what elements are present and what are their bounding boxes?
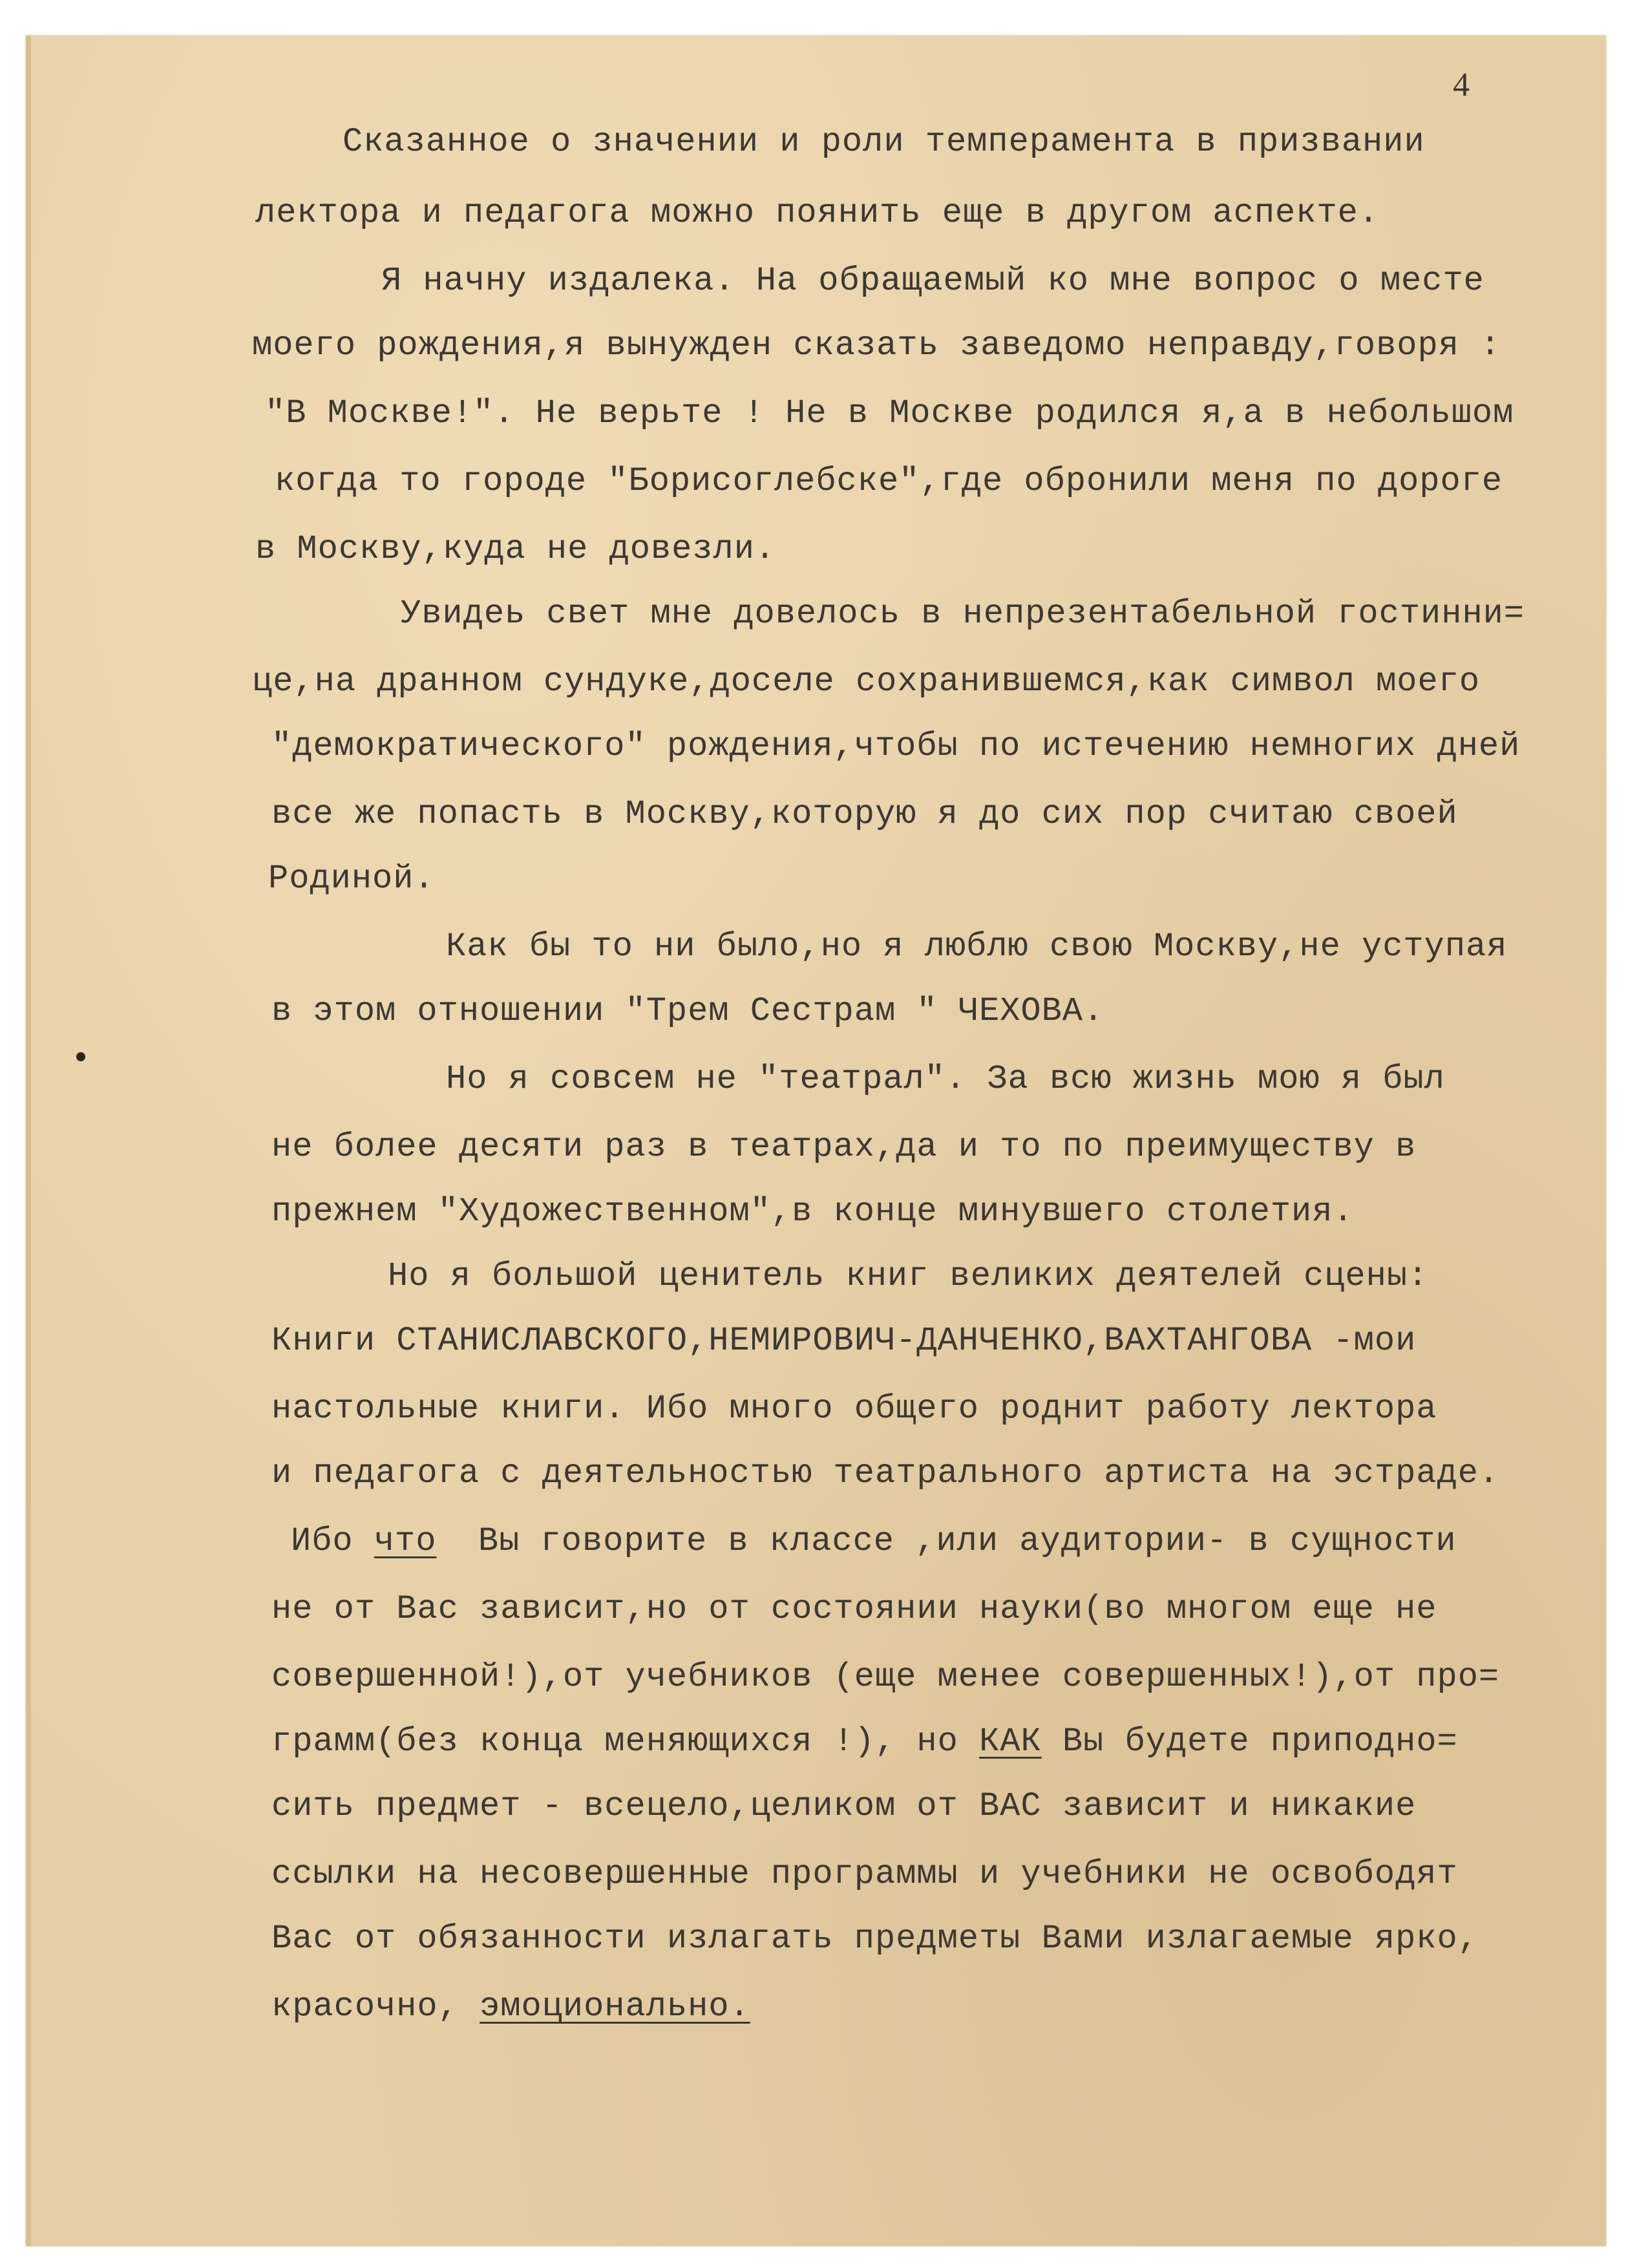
text-line: Увидеь свет мне довелось в непрезентабельной гостинни= xyxy=(401,595,1525,633)
text-line xyxy=(291,1519,1457,1564)
text-line: совершенной!),от учебников (еще менее совершенных!),от про= xyxy=(271,1658,1500,1696)
text-line: когда то городе "Борисоглебске",где обронили меня по дороге xyxy=(275,462,1503,500)
underlined-word: что xyxy=(374,1522,437,1560)
text-line: Но я большой ценитель книг великих деятелей сцены: xyxy=(388,1257,1429,1295)
text-line: Я начну издалека. На обращаемый ко мне вопрос о месте xyxy=(381,262,1484,300)
text-line: Вас от обязанности излагать предметы Вами излагаемые ярко, xyxy=(271,1920,1479,1958)
text-line: Сказанное о значении и роли темперамента в призвании xyxy=(343,123,1425,161)
text-line: Книги СТАНИСЛАВСКОГО,НЕМИРОВИЧ-ДАНЧЕНКО,ВАХТАНГОВА -мои xyxy=(271,1322,1417,1360)
page-number: 4 xyxy=(1453,67,1470,103)
text-line: моего рождения,я вынужден сказать заведомо неправду,говоря : xyxy=(252,326,1501,365)
ink-spot xyxy=(76,1052,85,1061)
text-line: ссылки на несовершенные программы и учебники не освободят xyxy=(271,1855,1458,1893)
text-line: в этом отношении "Трем Сестрам " ЧЕХОВА. xyxy=(271,992,1104,1030)
text-line: Но я совсем не "театрал". За всю жизнь мою я был xyxy=(446,1060,1445,1098)
text-line: "В Москве!". Не верьте ! Не в Москве родился я,а в небольшом xyxy=(265,394,1514,432)
text-line: Родиной. xyxy=(268,860,435,898)
text-segment: красочно, xyxy=(271,1987,459,2026)
text-line: настольные книги. Ибо много общего роднит работу лектора xyxy=(271,1390,1437,1428)
text-line: прежнем "Художественном",в конце минувшего столетия. xyxy=(271,1192,1354,1231)
text-line: не более десяти раз в театрах,да и то по преимуществу в xyxy=(271,1128,1417,1166)
text-line: в Москву,куда не довезли. xyxy=(255,530,776,568)
text-line: "демократического" рождения,чтобы по истечению немногих дней xyxy=(271,727,1521,765)
text-line: Как бы то ни было,но я люблю свою Москву,не уступая xyxy=(446,927,1508,966)
text-line xyxy=(271,1984,750,2030)
text-segment: грамм(без конца меняющихся !), но xyxy=(271,1722,958,1761)
underlined-word: КАК xyxy=(979,1722,1042,1761)
text-segment: Вы будете приподно= xyxy=(1062,1722,1458,1761)
text-line: не от Вас зависит,но от состоянии науки(во многом еще не xyxy=(271,1590,1437,1628)
underlined-word: эмоционально. xyxy=(480,1987,750,2026)
text-segment: Вы говорите в классе ,или аудитории- в сущности xyxy=(478,1522,1457,1560)
text-line: сить предмет - всецело,целиком от ВАС зависит и никакие xyxy=(271,1787,1417,1825)
text-line: все же попасть в Москву,которую я до сих пор считаю своей xyxy=(271,795,1458,833)
text-line: и педагога с деятельностью театрального артиста на эстраде. xyxy=(271,1454,1500,1492)
text-line: це,на дранном сундуке,доселе сохранившемся,как символ моего xyxy=(252,662,1481,701)
text-line xyxy=(271,1719,1458,1765)
text-line: лектора и педагога можно поянить еще в другом аспекте. xyxy=(255,194,1380,232)
text-word: Ибо xyxy=(291,1522,354,1560)
